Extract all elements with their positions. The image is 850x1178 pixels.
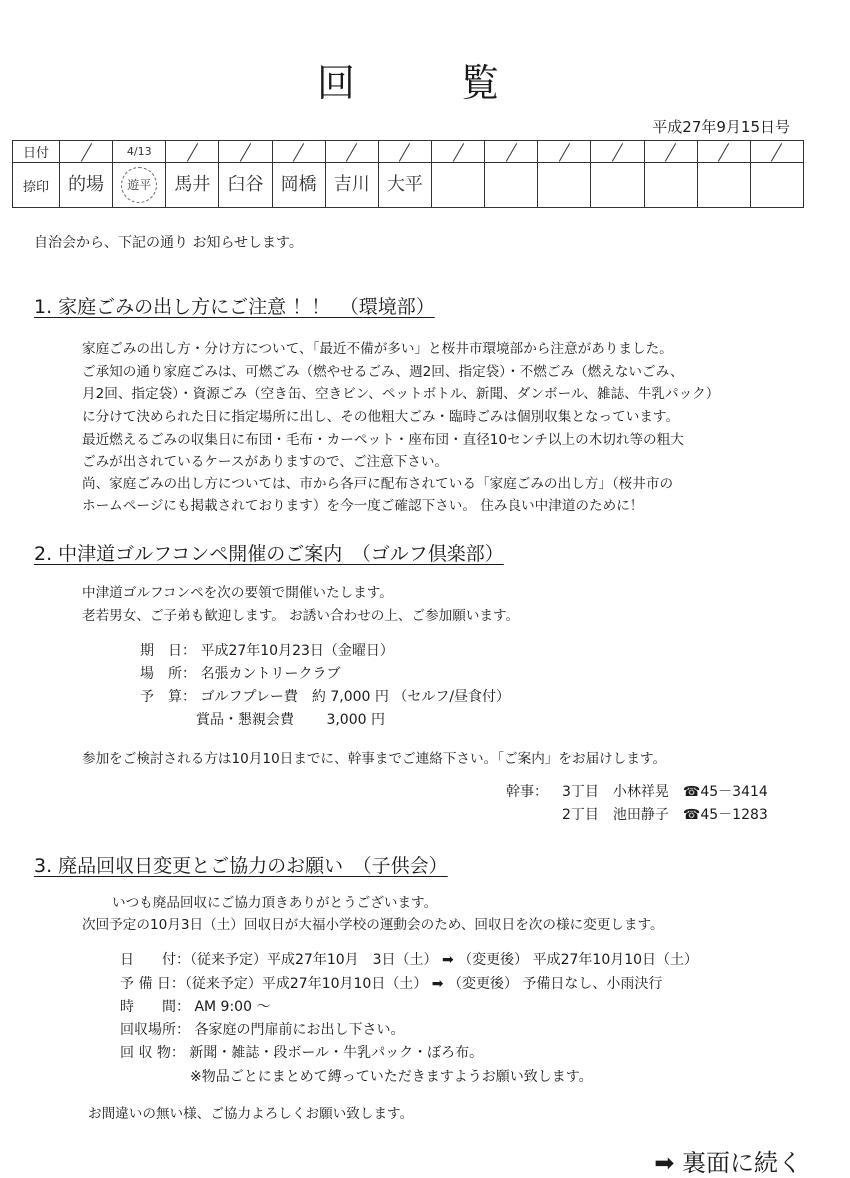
seal-cell [591,163,644,208]
section1-heading: 1. 家庭ごみの出し方にご注意 ！！ （環境部） [34,296,435,318]
seal-row [13,163,804,208]
date-cell [644,141,697,163]
date-cell [166,141,219,163]
date-label: 日付 [13,141,60,163]
date-cell [697,141,750,163]
section1-line: 最近燃えるごみの収集日に布団・毛布・カーペット・座布団・直径10センチ以上の木切れ等の粗大 [82,432,684,448]
golf-note: 参加をご検討される方は10月10日までに、幹事までご連絡下さい。「ご案内」をお届けします。 [82,751,667,767]
date-value: 4/13 [126,145,152,158]
seal-cell [325,163,378,208]
contact-entry: 2丁目 池田静子 ☎45－1283 [562,807,768,823]
date-cell [325,141,378,163]
seal-name: 大平 [386,174,423,195]
seal-name: 吉川 [333,174,370,195]
section3-line: 次回予定の10月3日（土）回収日が大福小学校の運動会のため、回収日を次の様に変更します。 [82,917,664,933]
section1-line: に分けて決められた日に指定場所に出し、その他粗大ごみ・臨時ごみは個別収集となっています。 [82,409,680,425]
contact-entry: 3丁目 小林祥晃 ☎45－3414 [562,784,768,800]
date-cell [431,141,484,163]
continue-note: ➡ 裏面に続く [654,1149,802,1177]
date-cell [113,141,166,163]
date-cell [591,141,644,163]
seal-cell [750,163,803,208]
date-cell [272,141,325,163]
collection-reserve: 予 備 日：（従来予定）平成27年10月10日（土） ➡ （変更後） 予備日なし、小雨決行 [120,976,663,992]
seal-name: 的場 [68,174,105,195]
seal-label: 捺印 [13,163,60,208]
section1-line: ホームページにも掲載されております）を今一度ご確認下さい。 住み良い中津道のために！ [82,498,644,514]
date-cell [219,141,272,163]
section3-line: いつも廃品回収にご協力頂きありがとうございます。 [112,895,438,911]
section2-line: 中津道ゴルフコンペを次の要領で開催いたします。 [82,585,393,601]
issue-date: 平成27年9月15日号 [652,118,790,136]
collection-date: 日 付：（従来予定）平成27年10月 3日（土） ➡ （変更後） 平成27年10月10日（土） [120,952,699,968]
seal-name: 岡橋 [280,174,317,195]
seal-cell [219,163,272,208]
date-cell [378,141,431,163]
section1-line: ご承知の通り家庭ごみは、可燃ごみ（燃やせるごみ、週2回、指定袋）・不燃ごみ（燃えないごみ、 [82,364,684,380]
date-cell [60,141,113,163]
seal-cell [538,163,591,208]
section1-line: 家庭ごみの出し方・分け方について、「最近不備が多い」と桜井市環境部から注意がありました。 [82,341,673,357]
intro-text: 自治会から、下記の通り お知らせします。 [34,235,303,251]
date-cell [485,141,538,163]
seal-cell [60,163,113,208]
seal-cell [166,163,219,208]
golf-budget-extra: 賞品・懇親会費 3,000 円 [140,712,385,728]
collection-place: 回収場所： 各家庭の門扉前にお出し下さい。 [120,1022,405,1038]
date-row [13,141,804,163]
seal-cell [272,163,325,208]
seal-cell [697,163,750,208]
collection-note: ※物品ごとにまとめて縛っていただきますようお願い致します。 [120,1069,593,1085]
section1-line: ごみが出されているケースがありますので、ご注意下さい。 [82,454,449,470]
seal-cell [378,163,431,208]
circulation-table [12,140,804,208]
seal-cell [431,163,484,208]
collection-items: 回 収 物： 新聞・雑誌・段ボール・牛乳パック・ぼろ布。 [120,1045,484,1061]
seal-name: 馬井 [174,174,211,195]
seal-name: 臼谷 [227,174,264,195]
date-cell [750,141,803,163]
page-title: 回 覧 [316,61,533,105]
golf-venue: 場 所： 名張カントリークラブ [140,666,341,682]
date-cell [538,141,591,163]
collection-time: 時 間： AM 9:00 ～ [120,999,271,1015]
section1-line: 月2回、指定袋）・資源ごみ（空き缶、空きビン、ペットボトル、新聞、ダンボール、雑誌、牛乳パック） [82,386,720,402]
golf-date: 期 日： 平成27年10月23日（金曜日） [140,643,394,659]
closing-text: お間違いの無い様、ご協力よろしくお願い致します。 [88,1106,414,1122]
seal-cell [644,163,697,208]
section2-heading: 2. 中津道ゴルフコンペ開催のご案内 （ゴルフ倶楽部） [34,543,504,565]
section1-line: 尚、家庭ごみの出し方については、市から各戸に配布されている「家庭ごみの出し方」（桜井市の [82,476,674,492]
contact-label: 幹事： [506,784,548,800]
section2-line: 老若男女、ご子弟も歓迎します。 お誘い合わせの上、ご参加願います。 [82,608,520,624]
seal-cell [113,163,166,208]
section3-heading: 3. 廃品回収日変更とご協力のお願い （子供会） [34,855,448,877]
seal-cell [485,163,538,208]
seal-stamp: 遊平 [121,167,157,203]
golf-budget: 予 算： ゴルフプレー費 約 7,000 円 （セルフ/昼食付） [140,689,511,705]
